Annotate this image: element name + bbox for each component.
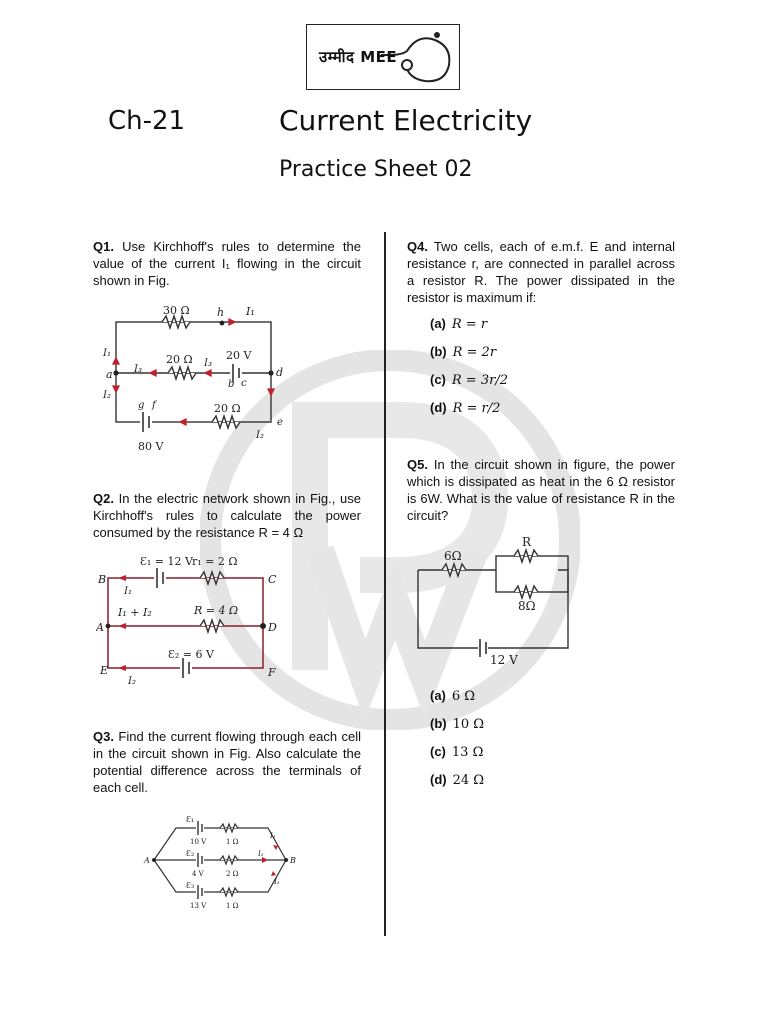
- label-e: e: [277, 417, 283, 428]
- question-number: Q4.: [407, 239, 428, 254]
- label-e1: Ɛ₁ = 12 V: [140, 555, 193, 568]
- label-f: f: [152, 400, 156, 411]
- label-1ohm-1: 1 Ω: [226, 838, 239, 846]
- q4-option-b[interactable]: (b) R = 2r: [430, 344, 497, 360]
- q1-circuit-diagram: [100, 300, 300, 460]
- label-r1: r₁ = 2 Ω: [192, 555, 238, 568]
- label-80V: 80 V: [138, 440, 164, 453]
- question-text: Find the current flowing through each cell in the circuit shown in Fig. Also calculate the potential difference across the terminals of each cell.: [93, 729, 361, 795]
- column-divider: [384, 232, 386, 936]
- label-4V: 4 V: [192, 870, 204, 878]
- question-5: [407, 456, 675, 524]
- chapter-label: Ch-21: [108, 106, 186, 136]
- label-C: C: [268, 573, 277, 586]
- label-E: E: [100, 664, 109, 677]
- q5-option-a[interactable]: (a) 6 Ω: [430, 688, 476, 704]
- label-a: a: [106, 368, 113, 381]
- question-3: [93, 728, 361, 796]
- label-R: R: [522, 535, 532, 549]
- label-13V: 13 V: [190, 902, 207, 910]
- question-number: Q3.: [93, 729, 114, 744]
- label-I1: I₁: [270, 832, 276, 840]
- label-20V: 20 V: [226, 349, 252, 362]
- q4-option-d[interactable]: (d) R = r/2: [430, 400, 501, 416]
- q5-option-d[interactable]: (d) 24 Ω: [430, 772, 485, 788]
- label-D: D: [268, 621, 277, 634]
- q4-option-c[interactable]: (c) R = 3r/2: [430, 372, 508, 388]
- label-I3-left: I₃: [134, 364, 142, 375]
- label-20ohm-bot: 20 Ω: [214, 402, 241, 415]
- question-text: Use Kirchhoff's rules to determine the value of the current I₁ flowing in the circuit shown in Fig.: [93, 239, 361, 288]
- label-e2: Ɛ₂ = 6 V: [168, 648, 214, 661]
- question-1: [93, 238, 361, 289]
- question-number: Q1.: [93, 239, 114, 254]
- label-8ohm: 8Ω: [518, 599, 536, 613]
- label-B: B: [290, 856, 296, 865]
- page-title: Current Electricity: [279, 104, 533, 137]
- question-2: [93, 490, 361, 541]
- page-subtitle: Practice Sheet 02: [279, 157, 473, 182]
- label-I1: I₁: [124, 586, 132, 597]
- label-e3: Ɛ₃: [186, 881, 195, 890]
- label-30ohm: 30 Ω: [163, 304, 190, 317]
- label-e2: Ɛ₂: [186, 849, 195, 858]
- label-I3-right: I₃: [204, 358, 212, 369]
- label-R: R = 4 Ω: [194, 604, 239, 617]
- label-B: B: [98, 573, 107, 586]
- question-number: Q2.: [93, 491, 114, 506]
- label-g: g: [138, 400, 145, 411]
- question-4: [407, 238, 675, 306]
- label-F: F: [268, 666, 276, 679]
- logo-text: उम्मीद MEE: [319, 48, 398, 66]
- q5-option-b[interactable]: (b) 10 Ω: [430, 716, 485, 732]
- label-I1-plus-I2: I₁ + I₂: [118, 606, 152, 619]
- label-d: d: [276, 366, 284, 379]
- q5-circuit-diagram: [410, 530, 580, 670]
- q2-circuit-diagram: [96, 550, 296, 690]
- label-e1: Ɛ₁: [186, 815, 195, 824]
- label-2ohm: 2 Ω: [226, 870, 239, 878]
- label-b: b: [228, 379, 235, 390]
- label-I2-left: I₂: [103, 390, 111, 401]
- q5-option-c[interactable]: (c) 13 Ω: [430, 744, 484, 760]
- label-A: A: [96, 621, 104, 634]
- label-I1-left: I₁: [103, 348, 111, 359]
- label-h: h: [217, 306, 225, 319]
- question-number: Q5.: [407, 457, 428, 472]
- label-6ohm: 6Ω: [444, 549, 462, 563]
- logo: [306, 24, 460, 90]
- question-text: In the electric network shown in Fig., use Kirchhoff's rules to calculate the power consumed by the resistance R = 4 Ω: [93, 491, 361, 540]
- label-I2: I₂: [128, 676, 136, 687]
- label-12V: 12 V: [490, 653, 518, 667]
- question-text: In the circuit shown in figure, the power which is dissipated as heat in the 6 Ω resistor is 6W. What is the value of resistance R in the circuit?: [407, 457, 675, 523]
- question-text: Two cells, each of e.m.f. E and internal resistance r, are connected in parallel across a resistor R. The power dissipated in the resistor is maximum if:: [407, 239, 675, 305]
- label-10V: 10 V: [190, 838, 207, 846]
- label-A: A: [144, 856, 150, 865]
- label-20ohm-mid: 20 Ω: [166, 353, 193, 366]
- label-I1: I₁: [246, 305, 255, 318]
- q4-option-a[interactable]: (a) R = r: [430, 316, 488, 332]
- label-I2-bot: I₂: [256, 430, 264, 441]
- label-1ohm-3: 1 Ω: [226, 902, 239, 910]
- label-c: c: [241, 378, 247, 389]
- label-I3: I₃: [274, 878, 280, 886]
- label-I2: I₂: [258, 850, 264, 858]
- q3-circuit-diagram: [140, 810, 300, 910]
